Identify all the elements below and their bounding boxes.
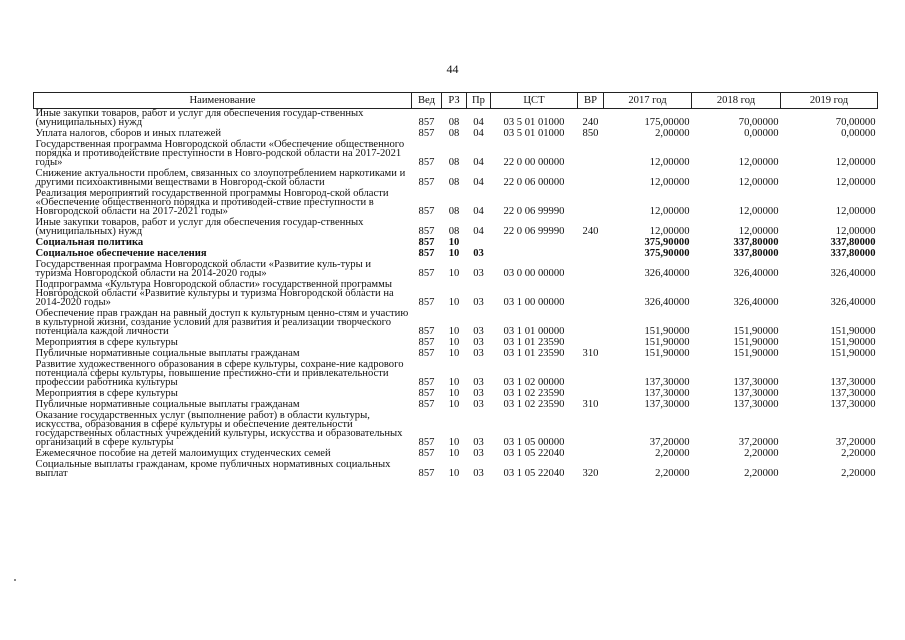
cell-2019: 2,20000 (841, 448, 876, 459)
cell-name: Мероприятия в сфере культуры (35, 388, 178, 399)
cell-vr: 310 (582, 399, 599, 410)
cell-pr: 03 (473, 326, 484, 337)
cell-cst: 03 5 01 01000 (503, 117, 565, 128)
page-number: 44 (446, 62, 459, 76)
cell-name: Ежемесячное пособие на детей малоимущих студенческих семей (35, 448, 331, 459)
cell-cst: 03 1 02 23590 (503, 399, 565, 410)
cell-2019: 12,00000 (835, 206, 876, 217)
table-row (34, 309, 878, 338)
cell-ved: 857 (418, 297, 435, 308)
cell-2017: 2,20000 (655, 468, 690, 479)
cell-cst (491, 238, 578, 249)
cell-2019: 337,80000 (830, 237, 876, 248)
cell-name: Социальная политика (35, 237, 144, 248)
cell-cst: 03 1 01 23590 (503, 348, 565, 359)
cell-ved: 857 (418, 388, 435, 399)
cell-vr: 240 (582, 226, 599, 237)
table-row (34, 460, 878, 480)
cell-2019: 12,00000 (835, 177, 876, 188)
cell-2018: 137,30000 (733, 377, 779, 388)
cell-vr: 850 (582, 128, 599, 139)
table-row (34, 169, 878, 189)
cell-2019: 0,00000 (841, 128, 876, 139)
cell-cst (491, 249, 578, 260)
table-body (34, 109, 878, 481)
cell-2019: 137,30000 (830, 377, 876, 388)
cell-rz: 10 (448, 326, 460, 337)
cell-ved: 857 (418, 437, 435, 448)
cell-name: Иные закупки товаров, работ и услуг для обеспечения государ-ственных (муниципальных) нужд (35, 217, 364, 237)
table-row (34, 218, 878, 238)
cell-vr (578, 260, 604, 280)
cell-pr: 03 (473, 388, 484, 399)
cell-rz: 10 (448, 468, 460, 479)
cell-2019: 70,00000 (835, 117, 876, 128)
cell-vr: 240 (582, 117, 599, 128)
cell-name: Уплата налогов, сборов и иных платежей (35, 128, 222, 139)
column-header-2017: 2017 год (604, 93, 692, 109)
cell-2018: 151,90000 (733, 326, 779, 337)
cell-2018: 12,00000 (738, 206, 779, 217)
cell-vr (578, 411, 604, 449)
cell-name: Снижение актуальности проблем, связанных со злоупотреблением наркотиками и другими психоактивными веществами в Новгород-ской области (35, 168, 406, 188)
cell-2018: 70,00000 (738, 117, 779, 128)
cell-rz: 10 (448, 448, 460, 459)
cell-name: Обеспечение прав граждан на равный доступ к культурным ценно-стям и участию в культурной жизни, создание условий для развития и реализации творческого потенциала каждой личности (35, 308, 409, 337)
cell-ved: 857 (418, 117, 435, 128)
cell-2018: 137,30000 (733, 388, 779, 399)
cell-ved: 857 (418, 157, 435, 168)
cell-2017: 12,00000 (649, 157, 690, 168)
column-header-vr: ВР (578, 93, 604, 109)
cell-2017: 2,20000 (655, 448, 690, 459)
cell-2018: 12,00000 (738, 157, 779, 168)
cell-vr (578, 189, 604, 218)
cell-vr: 320 (582, 468, 599, 479)
table-row (34, 189, 878, 218)
cell-pr: 03 (473, 399, 484, 410)
cell-2018: 0,00000 (744, 128, 779, 139)
cell-pr: 04 (473, 117, 484, 128)
cell-2017: 137,30000 (644, 388, 690, 399)
cell-rz: 10 (448, 237, 460, 248)
cell-ved: 857 (418, 399, 435, 410)
cell-ved: 857 (418, 337, 435, 348)
table-row (34, 109, 878, 130)
cell-2019: 326,40000 (830, 297, 876, 308)
cell-2017: 2,00000 (655, 128, 690, 139)
cell-rz: 08 (448, 177, 460, 188)
column-header-rz: РЗ (442, 93, 467, 109)
cell-2019: 37,20000 (835, 437, 876, 448)
cell-ved: 857 (418, 348, 435, 359)
cell-vr (578, 360, 604, 389)
cell-vr (578, 309, 604, 338)
cell-cst: 03 1 05 22040 (503, 448, 565, 459)
cell-pr: 03 (473, 268, 484, 279)
cell-ved: 857 (418, 268, 435, 279)
cell-ved: 857 (418, 468, 435, 479)
cell-rz: 10 (448, 348, 460, 359)
cell-rz: 10 (448, 377, 460, 388)
cell-2018: 37,20000 (738, 437, 779, 448)
cell-ved: 857 (418, 128, 435, 139)
cell-ved: 857 (418, 177, 435, 188)
cell-vr (578, 280, 604, 309)
cell-name: Мероприятия в сфере культуры (35, 337, 178, 348)
cell-2017: 326,40000 (644, 297, 690, 308)
cell-pr: 03 (473, 448, 484, 459)
cell-2018: 2,20000 (744, 448, 779, 459)
cell-pr: 04 (473, 226, 484, 237)
cell-cst: 03 1 05 22040 (503, 468, 565, 479)
table-row (34, 140, 878, 169)
cell-rz: 10 (448, 388, 460, 399)
cell-2018: 151,90000 (733, 337, 779, 348)
cell-2019: 151,90000 (830, 337, 876, 348)
cell-cst: 22 0 06 99990 (503, 226, 565, 237)
cell-name: Реализация мероприятий государственной программы Новгород-ской области «Обеспечение общественного порядка и противодей-ствие преступности в Новгородской области на 2017-2021 годы» (35, 188, 389, 217)
cell-pr: 04 (473, 128, 484, 139)
table-header-row (34, 93, 878, 109)
cell-2017: 375,90000 (644, 248, 690, 259)
cell-2018: 137,30000 (733, 399, 779, 410)
cell-cst: 03 1 02 00000 (503, 377, 565, 388)
cell-pr: 04 (473, 177, 484, 188)
column-header-2018: 2018 год (692, 93, 781, 109)
cell-2017: 375,90000 (644, 237, 690, 248)
column-header-cst: ЦСТ (491, 93, 578, 109)
cell-rz: 10 (448, 268, 460, 279)
cell-2019: 12,00000 (835, 226, 876, 237)
cell-2017: 12,00000 (649, 177, 690, 188)
cell-2017: 137,30000 (644, 377, 690, 388)
table-row (34, 280, 878, 309)
cell-pr: 03 (473, 248, 484, 259)
cell-cst: 22 0 06 99990 (503, 206, 565, 217)
cell-ved: 857 (418, 377, 435, 388)
cell-vr (578, 169, 604, 189)
cell-rz: 08 (448, 206, 460, 217)
cell-rz: 08 (448, 128, 460, 139)
cell-name: Иные закупки товаров, работ и услуг для обеспечения государ-ственных (муниципальных) нужд (35, 108, 364, 128)
margin-mark (14, 579, 16, 581)
cell-rz: 10 (448, 297, 460, 308)
cell-ved: 857 (418, 326, 435, 337)
cell-vr: 310 (582, 348, 599, 359)
cell-name: Публичные нормативные социальные выплаты гражданам (35, 399, 300, 410)
cell-2017: 151,90000 (644, 348, 690, 359)
column-header-ved: Вед (412, 93, 442, 109)
cell-pr: 03 (473, 348, 484, 359)
cell-cst: 03 1 01 23590 (503, 337, 565, 348)
cell-vr (578, 449, 604, 460)
cell-rz: 10 (448, 248, 460, 259)
cell-pr: 03 (473, 377, 484, 388)
cell-2018: 326,40000 (733, 268, 779, 279)
cell-pr: 03 (473, 468, 484, 479)
cell-name: Государственная программа Новгородской области «Развитие куль-туры и туризма Новгородской области на 2014-2020 годы» (35, 259, 372, 279)
cell-cst: 03 5 01 01000 (503, 128, 565, 139)
cell-2019: 337,80000 (830, 248, 876, 259)
cell-rz: 10 (448, 337, 460, 348)
cell-cst: 03 0 00 00000 (503, 268, 565, 279)
cell-rz: 08 (448, 117, 460, 128)
cell-2018: 326,40000 (733, 297, 779, 308)
cell-2017: 326,40000 (644, 268, 690, 279)
cell-pr: 04 (473, 206, 484, 217)
cell-pr: 03 (473, 337, 484, 348)
cell-name: Социальные выплаты гражданам, кроме публичных нормативных социальных выплат (35, 459, 391, 479)
cell-2019: 137,30000 (830, 399, 876, 410)
cell-cst: 03 1 02 23590 (503, 388, 565, 399)
cell-ved: 857 (418, 226, 435, 237)
cell-2018: 12,00000 (738, 177, 779, 188)
cell-cst: 22 0 06 00000 (503, 177, 565, 188)
cell-name: Публичные нормативные социальные выплаты гражданам (35, 348, 300, 359)
cell-2019: 151,90000 (830, 326, 876, 337)
cell-cst: 03 1 05 00000 (503, 437, 565, 448)
cell-pr: 04 (473, 157, 484, 168)
table-row (34, 360, 878, 389)
budget-table (33, 92, 878, 480)
cell-2018: 151,90000 (733, 348, 779, 359)
cell-2018: 337,80000 (733, 248, 779, 259)
table-row (34, 260, 878, 280)
cell-2019: 151,90000 (830, 348, 876, 359)
cell-cst: 03 1 00 00000 (503, 297, 565, 308)
cell-2017: 151,90000 (644, 326, 690, 337)
cell-2018: 12,00000 (738, 226, 779, 237)
cell-2018: 2,20000 (744, 468, 779, 479)
cell-ved: 857 (418, 248, 435, 259)
column-header-pr: Пр (467, 93, 491, 109)
cell-rz: 08 (448, 226, 460, 237)
cell-name: Подпрограмма «Культура Новгородской области» государственной программы Новгородской области «Развитие культуры и туризма Новгородской области на 2014-2020 годы» (35, 279, 394, 308)
column-header-2019: 2019 год (781, 93, 878, 109)
cell-2017: 37,20000 (649, 437, 690, 448)
cell-2019: 2,20000 (841, 468, 876, 479)
cell-pr: 03 (473, 437, 484, 448)
cell-pr: 03 (473, 297, 484, 308)
cell-cst: 03 1 01 00000 (503, 326, 565, 337)
cell-2019: 12,00000 (835, 157, 876, 168)
cell-name: Развитие художественного образования в сфере культуры, сохране-ние кадрового потенциала сферы культуры, повышение престижно-сти и привлекательности профессии работника культуры (35, 359, 404, 388)
cell-ved: 857 (418, 237, 435, 248)
cell-2019: 137,30000 (830, 388, 876, 399)
cell-2017: 12,00000 (649, 226, 690, 237)
cell-cst: 22 0 00 00000 (503, 157, 565, 168)
cell-vr (578, 140, 604, 169)
cell-2017: 137,30000 (644, 399, 690, 410)
cell-2017: 12,00000 (649, 206, 690, 217)
cell-vr (578, 249, 604, 260)
cell-2019: 326,40000 (830, 268, 876, 279)
cell-rz: 10 (448, 399, 460, 410)
cell-2018: 337,80000 (733, 237, 779, 248)
cell-rz: 08 (448, 157, 460, 168)
column-header-name: Наименование (34, 93, 412, 109)
cell-2017: 175,00000 (644, 117, 690, 128)
table-row (34, 411, 878, 449)
cell-ved: 857 (418, 448, 435, 459)
cell-name: Социальное обеспечение населения (35, 248, 207, 259)
cell-vr (578, 238, 604, 249)
cell-ved: 857 (418, 206, 435, 217)
cell-rz: 10 (448, 437, 460, 448)
cell-2017: 151,90000 (644, 337, 690, 348)
cell-name: Государственная программа Новгородской области «Обеспечение общественного порядка и противодействие преступности в Новго-родской области на 2017-2021 годы» (35, 139, 405, 168)
cell-name: Оказание государственных услуг (выполнение работ) в области культуры, искусства, образования в сфере культуры и обеспечение деятельности государственных областных учреждений культуры, искусства и образовательных организаций в сфере культуры (35, 410, 403, 448)
